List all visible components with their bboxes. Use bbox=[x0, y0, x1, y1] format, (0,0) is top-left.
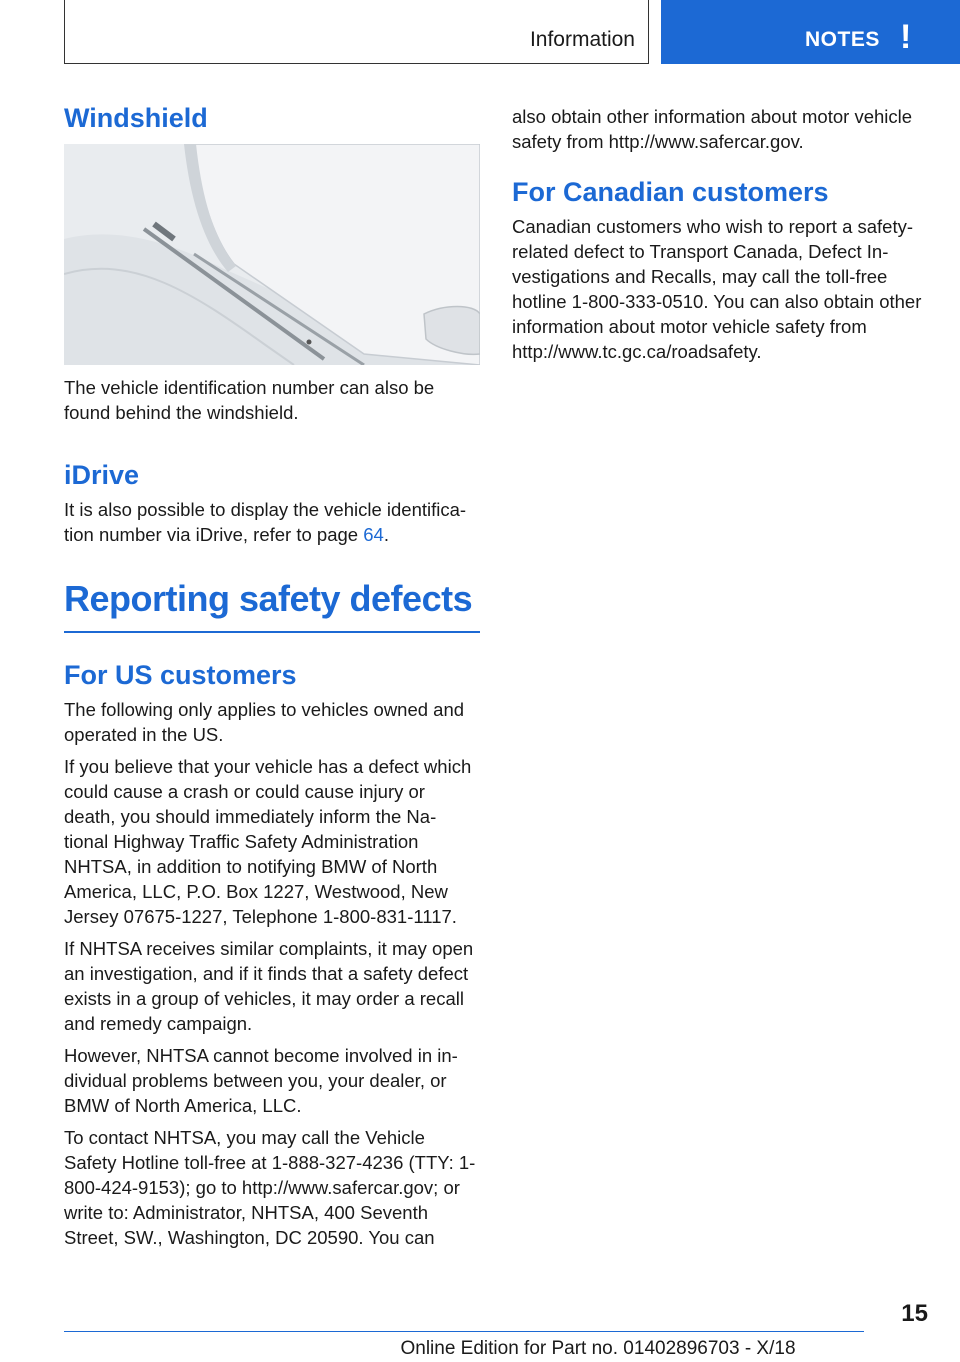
canadian-customers-heading: For Canadian customers bbox=[512, 177, 829, 207]
us-paragraph-1: The following only applies to vehicles owned and operated in the US. bbox=[64, 699, 465, 745]
windshield-photo bbox=[64, 144, 480, 365]
notes-label: NOTES bbox=[805, 28, 880, 51]
page-number: 15 bbox=[901, 1300, 928, 1327]
idrive-text-before: It is also possible to display the vehicle identifica-tion number via iDrive, refer to page bbox=[64, 499, 467, 545]
us-paragraph-5-continued: also obtain other information about motor vehicle safety from http://www.safercar.gov. bbox=[512, 106, 913, 152]
us-paragraph-5: To contact NHTSA, you may call the Vehicle Safety Hotline toll-free at 1-888-327-4236 (TTY: 1-800-424-9153); go to http://www.safercar.gov; or write to: Administrator, NHTSA, 400 Seventh Street, SW., Washington, DC 20590. You can bbox=[64, 1127, 476, 1248]
us-customers-heading: For US customers bbox=[64, 660, 297, 690]
notes-tab bbox=[661, 0, 960, 64]
footer-edition: Online Edition for Part no. 01402896703 - X/18 bbox=[400, 1338, 796, 1359]
exclamation-icon: ! bbox=[900, 18, 912, 56]
us-paragraph-2: If you believe that your vehicle has a defect which could cause a crash or could cause injury or death, you should immediately inform the Na-tional Highway Traffic Safety Administration NHTSA, in addition to notifying BMW of North America, LLC, P.O. Box 1227, Westwood, New Jersey 07675-1227, Telephone 1-800-831-1117. bbox=[64, 756, 472, 927]
left-column bbox=[64, 102, 480, 1257]
windshield-heading: Windshield bbox=[64, 103, 208, 133]
canada-paragraph: Canadian customers who wish to report a safety-related defect to Transport Canada, Defect In-vestigations and Recalls, may call the toll-free hotline 1-800-333-0510. You can also obtain other information about motor vehicle safety from http://www.tc.gc.ca/roadsafety. bbox=[512, 216, 922, 362]
page-64-link[interactable]: 64 bbox=[363, 524, 384, 545]
footer-divider bbox=[64, 1331, 864, 1332]
idrive-text-after: . bbox=[383, 524, 389, 545]
reporting-safety-defects-heading: Reporting safety defects bbox=[64, 577, 480, 633]
header-section-title: Information bbox=[529, 28, 635, 51]
right-column bbox=[512, 104, 928, 371]
us-paragraph-4: However, NHTSA cannot become involved in in-dividual problems between you, your dealer, or BMW of North America, LLC. bbox=[64, 1045, 458, 1116]
us-paragraph-3: If NHTSA receives similar complaints, it may open an investigation, and if it finds that a safety defect exists in a group of vehicles, it may order a recall and remedy campaign. bbox=[64, 938, 474, 1034]
idrive-text bbox=[64, 497, 480, 547]
windshield-text: The vehicle identification number can also be found behind the windshield. bbox=[64, 377, 435, 423]
idrive-heading: iDrive bbox=[64, 460, 140, 490]
